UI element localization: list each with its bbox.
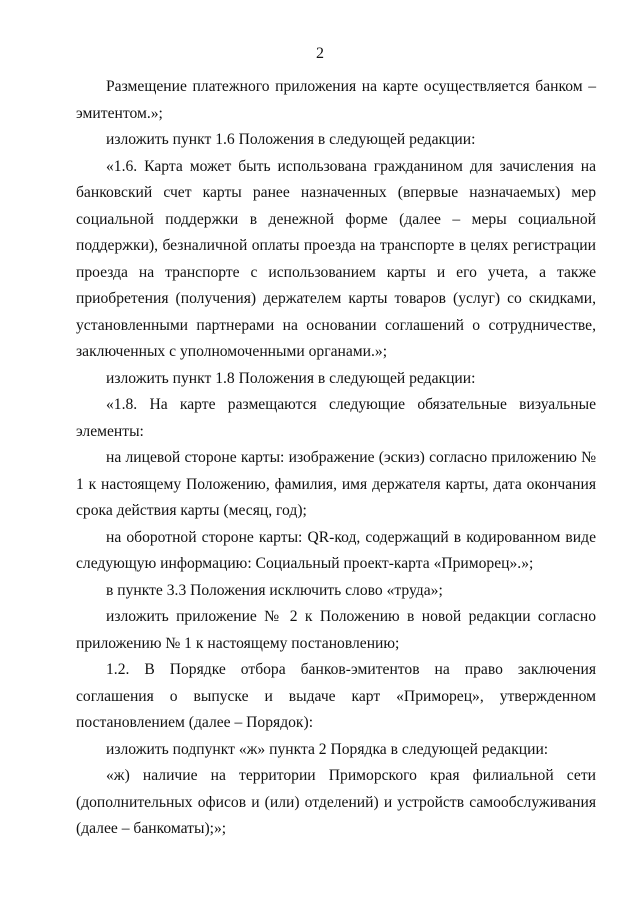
paragraph-clause-3-3: в пункте 3.3 Положения исключить слово «труда»; [106, 581, 443, 599]
paragraph-card-front: на лицевой стороне карты: изображение (эскиз) согласно приложению № 1 к настоящему Положению, фамилия, имя держателя карты, дата окончания срока действия карты (месяц, год); [76, 449, 596, 519]
paragraph-amend-subclause-zh: изложить подпункт «ж» пункта 2 Порядка в следующей редакции: [106, 740, 549, 758]
paragraph-amend-1-8: изложить пункт 1.8 Положения в следующей редакции: [106, 369, 476, 387]
paragraph-appendix-2: изложить приложение № 2 к Положению в новой редакции согласно приложению № 1 к настоящему постановлению; [76, 608, 596, 652]
page-number: 2 [316, 45, 324, 62]
paragraph-amend-1-6: изложить пункт 1.6 Положения в следующей редакции: [106, 131, 476, 148]
paragraph-section-1-2: 1.2. В Порядке отбора банков-эмитентов на право заключения соглашения о выпуске и выдаче карт «Приморец», утвержденном постановлением (далее – Порядок): [76, 661, 596, 731]
paragraph-clause-1-8: «1.8. На карте размещаются следующие обязательные визуальные элементы: [76, 396, 596, 440]
paragraph-payment-app: Размещение платежного приложения на карте осуществляется банком – эмитентом.»; [76, 78, 596, 122]
paragraph-subclause-zh: «ж) наличие на территории Приморского края филиальной сети (дополнительных офисов и (или) отделений) и устройств самообслуживания (далее – банкоматы);»; [76, 767, 596, 837]
paragraph-card-back: на оборотной стороне карты: QR-код, содержащий в кодированном виде следующую информацию: Социальный проект-карта «Приморец».»; [76, 528, 596, 572]
paragraph-clause-1-6: «1.6. Карта может быть использована гражданином для зачисления на банковский счет карты ранее назначенных (впервые назначаемых) мер социальной поддержки в денежной форме (далее – меры социальной поддержки), безналичной оплаты проезда на транспорте в целях регистрации проезда на транспорте с использованием карты и его учета, а также приобретения (получения) держателем карты товаров (услуг) со скидками, установленными партнерами на основании соглашений о сотрудничестве, заключенных с уполномоченными органами.»; [76, 157, 596, 360]
document-body [76, 74, 596, 843]
